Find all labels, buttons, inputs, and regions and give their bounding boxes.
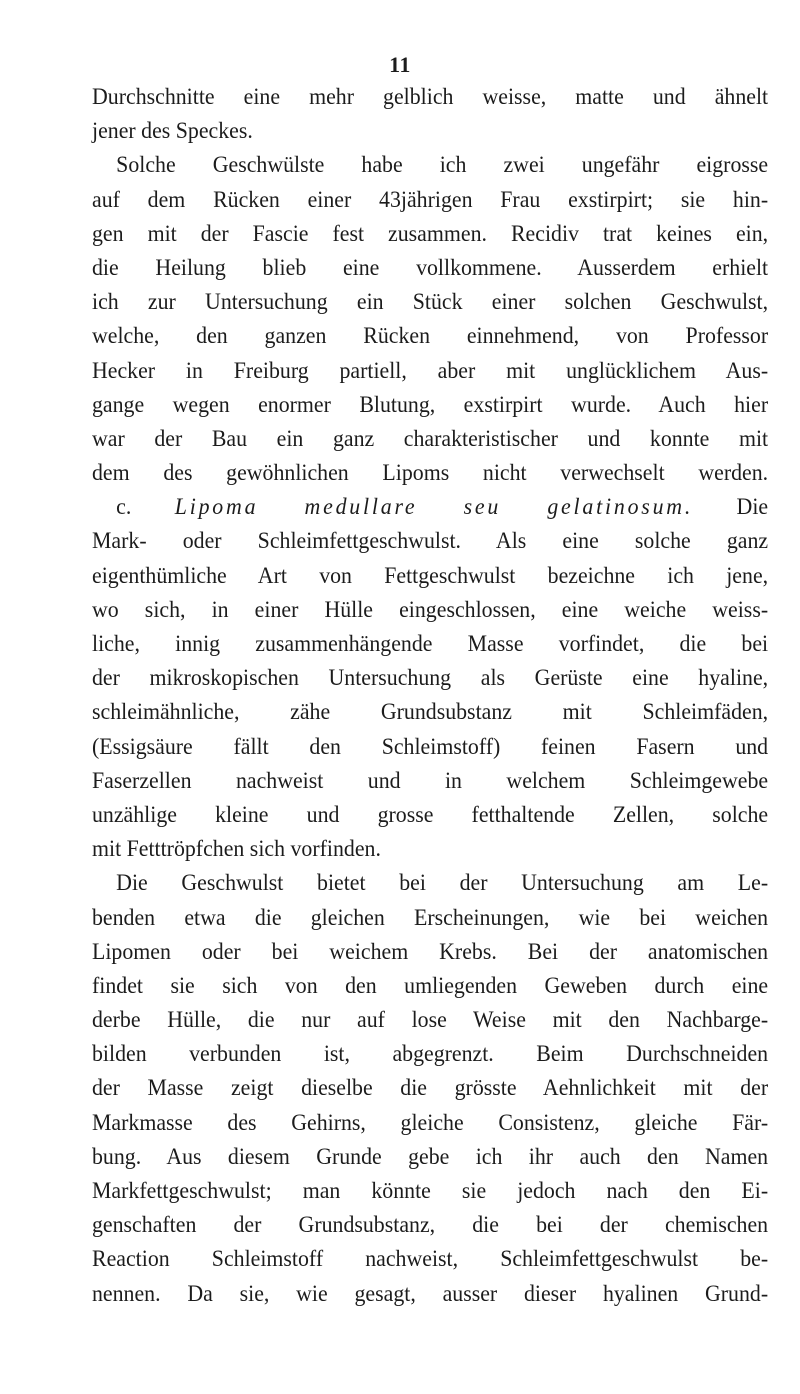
text-line: der Masse zeigt dieselbe die grösste Aehnlichkeit mit der bbox=[92, 1075, 769, 1102]
text-line: wo sich, in einer Hülle eingeschlossen, eine weiche weiss- bbox=[92, 596, 769, 623]
text-line: benden etwa die gleichen Erscheinungen, wie bei weichen bbox=[92, 904, 769, 931]
section-heading-line bbox=[92, 490, 768, 524]
text-line: Lipomen oder bei weichem Krebs. Bei der anatomischen bbox=[92, 938, 769, 965]
text-line: (Essigsäure fällt den Schleimstoff) feinen Fasern und bbox=[92, 733, 769, 760]
text-line: war der Bau ein ganz charakteristischer und konnte mit bbox=[92, 425, 769, 452]
section-heading-tail: Die bbox=[693, 494, 769, 521]
body-text bbox=[92, 80, 768, 1311]
text-line: mit Fetttröpfchen sich vorfinden. bbox=[92, 836, 381, 863]
text-line: bung. Aus diesem Grunde gebe ich ihr auch den Namen bbox=[92, 1143, 769, 1170]
page-number: 11 bbox=[389, 52, 411, 77]
text-line: gange wegen enormer Blutung, exstirpirt wurde. Auch hier bbox=[92, 391, 769, 418]
text-line: nennen. Da sie, wie gesagt, ausser dieser hyalinen Grund- bbox=[92, 1280, 769, 1307]
text-line: schleimähnliche, zähe Grundsubstanz mit Schleimfäden, bbox=[92, 699, 769, 726]
text-line: dem des gewöhnlichen Lipoms nicht verwechselt werden. bbox=[92, 460, 769, 487]
section-title: Lipoma medullare seu gelatinosum. bbox=[174, 494, 694, 521]
text-line: Reaction Schleimstoff nachweist, Schleimfettgeschwulst be- bbox=[92, 1246, 769, 1273]
section-label: c. bbox=[116, 494, 175, 521]
text-line: Hecker in Freiburg partiell, aber mit unglücklichem Aus- bbox=[92, 357, 769, 384]
text-line: Markfettgeschwulst; man könnte sie jedoch nach den Ei- bbox=[92, 1178, 769, 1204]
text-line: genschaften der Grundsubstanz, die bei der chemischen bbox=[92, 1212, 769, 1239]
text-line: die Heilung blieb eine vollkommene. Ausserdem erhielt bbox=[92, 254, 769, 281]
text-line: Durchschnitte eine mehr gelblich weisse, matte und ähnelt bbox=[92, 84, 769, 110]
text-line: findet sie sich von den umliegenden Geweben durch eine bbox=[92, 972, 769, 999]
text-line: gen mit der Fascie fest zusammen. Recidiv trat keines ein, bbox=[92, 220, 769, 247]
text-line: Faserzellen nachweist und in welchem Schleimgewebe bbox=[92, 767, 769, 794]
text-line: Die Geschwulst bietet bei der Untersuchung am Le- bbox=[116, 870, 769, 897]
text-line: liche, innig zusammenhängende Masse vorfindet, die bei bbox=[92, 631, 769, 657]
text-line: eigenthümliche Art von Fettgeschwulst bezeichne ich jene, bbox=[92, 562, 769, 589]
text-line: unzählige kleine und grosse fetthaltende Zellen, solche bbox=[92, 801, 769, 828]
text-line: Markmasse des Gehirns, gleiche Consistenz, gleiche Fär- bbox=[92, 1109, 769, 1136]
text-line: ich zur Untersuchung ein Stück einer solchen Geschwulst, bbox=[92, 289, 769, 316]
text-line: der mikroskopischen Untersuchung als Gerüste eine hyaline, bbox=[92, 665, 769, 692]
text-line: auf dem Rücken einer 43jährigen Frau exstirpirt; sie hin- bbox=[92, 186, 769, 213]
text-line: derbe Hülle, die nur auf lose Weise mit den Nachbarge- bbox=[92, 1007, 769, 1034]
text-line: Mark- oder Schleimfettgeschwulst. Als eine solche ganz bbox=[92, 528, 769, 555]
text-line: bilden verbunden ist, abgegrenzt. Beim Durchschneiden bbox=[92, 1041, 769, 1068]
text-line: welche, den ganzen Rücken einnehmend, von Professor bbox=[92, 323, 769, 350]
text-line: jener des Speckes. bbox=[92, 118, 253, 145]
text-line: Solche Geschwülste habe ich zwei ungefähr eigrosse bbox=[116, 152, 769, 179]
